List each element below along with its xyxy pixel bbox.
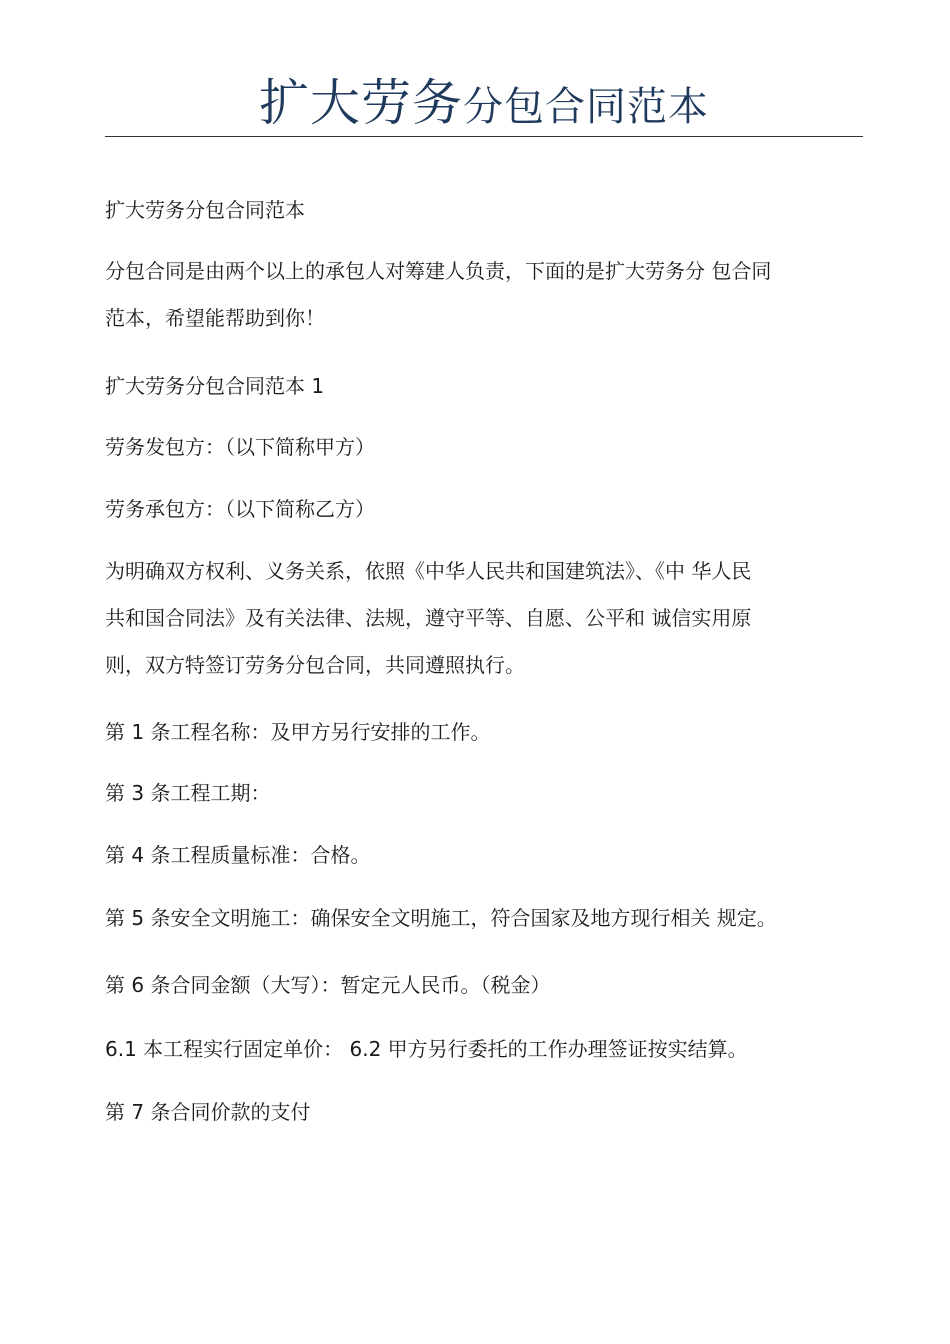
paragraph-doc-name — [105, 198, 865, 222]
paragraph-preamble — [105, 548, 865, 689]
paragraph-article-3 — [105, 781, 865, 805]
paragraph-article-7 — [105, 1100, 865, 1124]
paragraph-line: 扩大劳务分包合同范本 1 — [105, 374, 325, 398]
paragraph-party-a — [105, 435, 865, 459]
paragraph-line: 第 1 条工程名称：及甲方另行安排的工作。 — [105, 720, 491, 744]
paragraph-article-1 — [105, 720, 865, 744]
paragraph-article-6 — [105, 973, 865, 997]
paragraph-article-5 — [105, 906, 865, 930]
paragraph-line: 劳务承包方：（以下简称乙方） — [105, 497, 375, 521]
paragraph-intro — [105, 248, 865, 342]
title-small-part: 分包合同范本 — [463, 84, 709, 130]
paragraph-line: 分包合同是由两个以上的承包人对筹建人负责，下面的是扩大劳务分 包合同 — [105, 259, 772, 283]
paragraph-line: 第 6 条合同金额（大写）：暂定元人民币。（税金） — [105, 973, 551, 997]
paragraph-line: 则，双方特签订劳务分包合同，共同遵照执行。 — [105, 653, 525, 677]
paragraph-line: 范本，希望能帮助到你！ — [105, 306, 325, 330]
paragraph-party-b — [105, 497, 865, 521]
paragraph-article-6-sub — [105, 1037, 865, 1061]
paragraph-line: 第 5 条安全文明施工：确保安全文明施工，符合国家及地方现行相关 规定。 — [105, 906, 777, 930]
title-bar — [105, 70, 863, 137]
paragraph-line: 共和国合同法》及有关法律、法规，遵守平等、自愿、公平和 诚信实用原 — [105, 606, 752, 630]
paragraph-line: 6.1 本工程实行固定单价： 6.2 甲方另行委托的工作办理签证按实结算。 — [105, 1037, 748, 1061]
paragraph-section-heading — [105, 374, 865, 398]
paragraph-line: 第 7 条合同价款的支付 — [105, 1100, 311, 1124]
paragraph-article-4 — [105, 843, 865, 867]
paragraph-line: 第 4 条工程质量标准：合格。 — [105, 843, 371, 867]
title-large-part: 扩大劳务 — [259, 74, 463, 132]
paragraph-line: 第 3 条工程工期： — [105, 781, 271, 805]
paragraph-line: 为明确双方权利、义务关系，依照《中华人民共和国建筑法》、《中 华人民 — [105, 559, 752, 583]
paragraph-line: 劳务发包方：（以下简称甲方） — [105, 435, 375, 459]
paragraph-line: 扩大劳务分包合同范本 — [105, 198, 305, 222]
page-title — [259, 70, 709, 142]
